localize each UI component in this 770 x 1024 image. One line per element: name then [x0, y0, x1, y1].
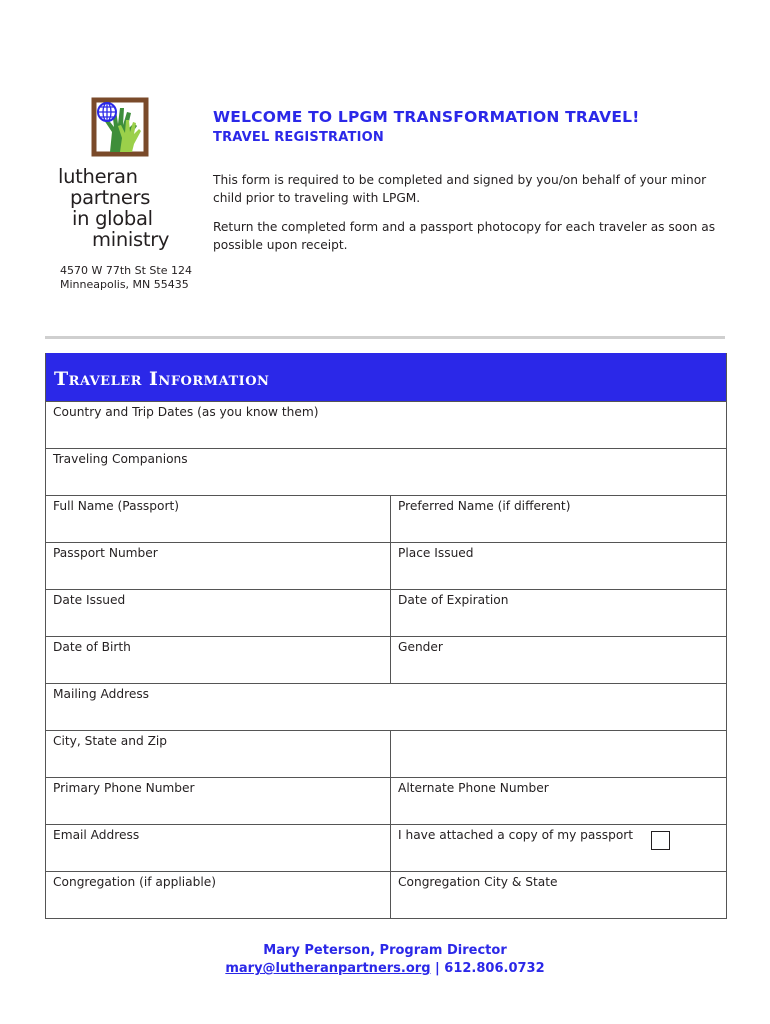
page-subtitle: TRAVEL REGISTRATION [213, 130, 384, 145]
form-row [46, 542, 726, 589]
date-expiration-field[interactable]: Date of Expiration [390, 590, 726, 636]
form-row [46, 824, 726, 871]
contact-name: Mary Peterson, Program Director [263, 943, 507, 958]
form-row [46, 777, 726, 824]
passport-copy-checkbox[interactable] [651, 831, 670, 850]
address-city: Minneapolis, MN 55435 [60, 278, 189, 291]
city-state-zip-extra-field[interactable] [390, 731, 726, 777]
intro-paragraph-2: Return the completed form and a passport photocopy for each traveler as soon as possible upon receipt. [213, 220, 716, 252]
passport-copy-label: I have attached a copy of my passport [398, 828, 634, 842]
traveling-companions-field[interactable]: Traveling Companions [53, 452, 188, 466]
email-address-field[interactable]: Email Address [53, 828, 140, 842]
preferred-name-field[interactable]: Preferred Name (if different) [390, 496, 726, 542]
form-row [46, 636, 726, 683]
date-issued-field[interactable]: Date Issued [53, 593, 126, 607]
contact-email-link[interactable]: mary@lutheranpartners.org [225, 961, 431, 976]
form-row [46, 683, 726, 730]
city-state-zip-field[interactable]: City, State and Zip [53, 734, 168, 748]
gender-field[interactable]: Gender [390, 637, 726, 683]
form-row [46, 871, 726, 918]
logo-word-partners: partners [70, 186, 151, 209]
congregation-city-state-field[interactable]: Congregation City & State [390, 872, 726, 918]
date-of-birth-field[interactable]: Date of Birth [53, 640, 131, 654]
primary-phone-field[interactable]: Primary Phone Number [53, 781, 195, 795]
place-issued-field[interactable]: Place Issued [390, 543, 726, 589]
logo-word-lutheran: lutheran [58, 165, 138, 188]
congregation-field[interactable]: Congregation (if appliable) [53, 875, 216, 889]
page-title: WELCOME TO LPGM TRANSFORMATION TRAVEL! [213, 108, 640, 126]
country-trip-dates-field[interactable]: Country and Trip Dates (as you know them) [53, 405, 319, 419]
full-name-field[interactable]: Full Name (Passport) [53, 499, 180, 513]
contact-phone: | 612.806.0732 [430, 961, 545, 976]
intro-paragraph-1: This form is required to be completed and signed by you/on behalf of your minor child prior to traveling with LPGM. [213, 173, 707, 205]
logo-word-in-global: in global [72, 207, 153, 230]
section-title: Traveler Information [46, 353, 726, 401]
form-row [46, 589, 726, 636]
form-row [46, 401, 726, 448]
form-row [46, 448, 726, 495]
traveler-information-form [45, 353, 727, 919]
divider [45, 336, 725, 339]
logo-word-ministry: ministry [92, 228, 170, 251]
mailing-address-field[interactable]: Mailing Address [53, 687, 150, 701]
alternate-phone-field[interactable]: Alternate Phone Number [390, 778, 726, 824]
passport-number-field[interactable]: Passport Number [53, 546, 158, 560]
form-row [46, 730, 726, 777]
contact-details [0, 961, 770, 976]
address-street: 4570 W 77th St Ste 124 [60, 264, 192, 277]
form-row [46, 495, 726, 542]
passport-copy-cell [390, 825, 726, 871]
hands-globe-logo-icon [90, 96, 150, 158]
